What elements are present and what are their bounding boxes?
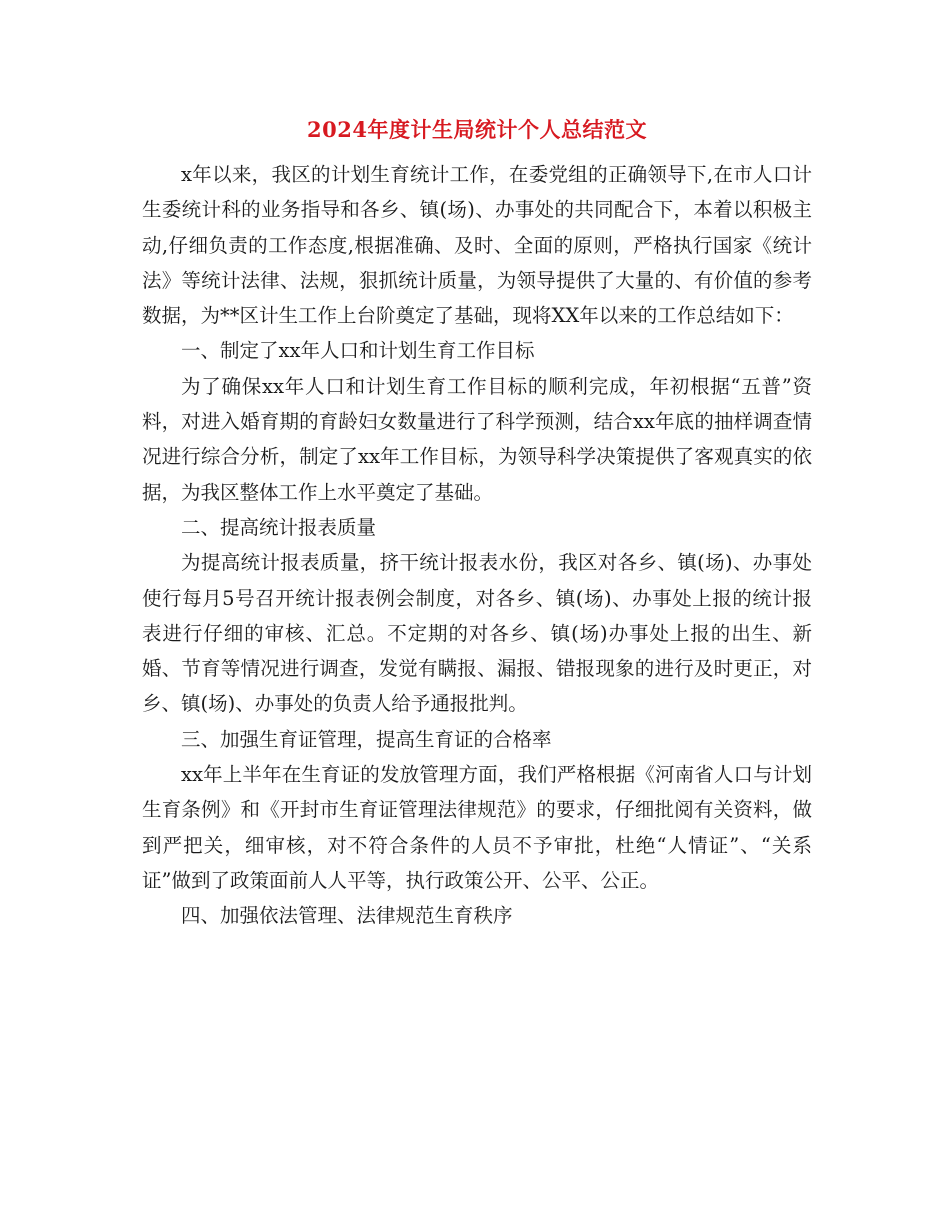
section-paragraph-3: xx年上半年在生育证的发放管理方面，我们严格根据《河南省人口与计划生育条例》和《开封市生育证管理法律规范》的要求，仔细批阅有关资料，做到严把关，细审核，对不符合条件的人员不予审批，杜绝“人情证”、“关系证”做到了政策面前人人平等，执行政策公开、公平、公正。 [142, 763, 812, 892]
section-paragraph-2: 为提高统计报表质量，挤干统计报表水份，我区对各乡、镇(场)、办事处使行每月5号召开统计报表例会制度，对各乡、镇(场)、办事处上报的统计报表进行仔细的审核、汇总。不定期的对各乡、镇(场)办事处上报的出生、新婚、节育等情况进行调查，发觉有瞒报、漏报、错报现象的进行及时更正，对乡、镇(场)、办事处的负责人给予通报批判。 [142, 551, 812, 716]
intro-paragraph: x年以来，我区的计划生育统计工作，在委党组的正确领导下,在市人口计生委统计科的业务指导和各乡、镇(场)、办事处的共同配合下，本着以积极主动,仔细负责的工作态度,根据准确、及时、全面的原则，严格执行国家《统计法》等统计法律、法规，狠抓统计质量，为领导提供了大量的、有价值的参考数据，为**区计生工作上台阶奠定了基础，现将XX年以来的工作总结如下： [142, 163, 812, 328]
document-page [142, 112, 812, 934]
section-heading-3: 三、加强生育证管理，提高生育证的合格率 [181, 727, 552, 751]
section-heading-4: 四、加强依法管理、法律规范生育秩序 [181, 904, 513, 928]
section-heading-2: 二、提高统计报表质量 [181, 515, 377, 539]
document-title: 2024年度计生局统计个人总结范文 [307, 117, 647, 142]
section-paragraph-1: 为了确保xx年人口和计划生育工作目标的顺利完成，年初根据“五普”资料，对进入婚育期的育龄妇女数量进行了科学预测，结合xx年底的抽样调查情况进行综合分析，制定了xx年工作目标，为领导科学决策提供了客观真实的依据，为我区整体工作上水平奠定了基础。 [142, 374, 812, 504]
section-heading-1: 一、制定了xx年人口和计划生育工作目标 [181, 339, 535, 363]
